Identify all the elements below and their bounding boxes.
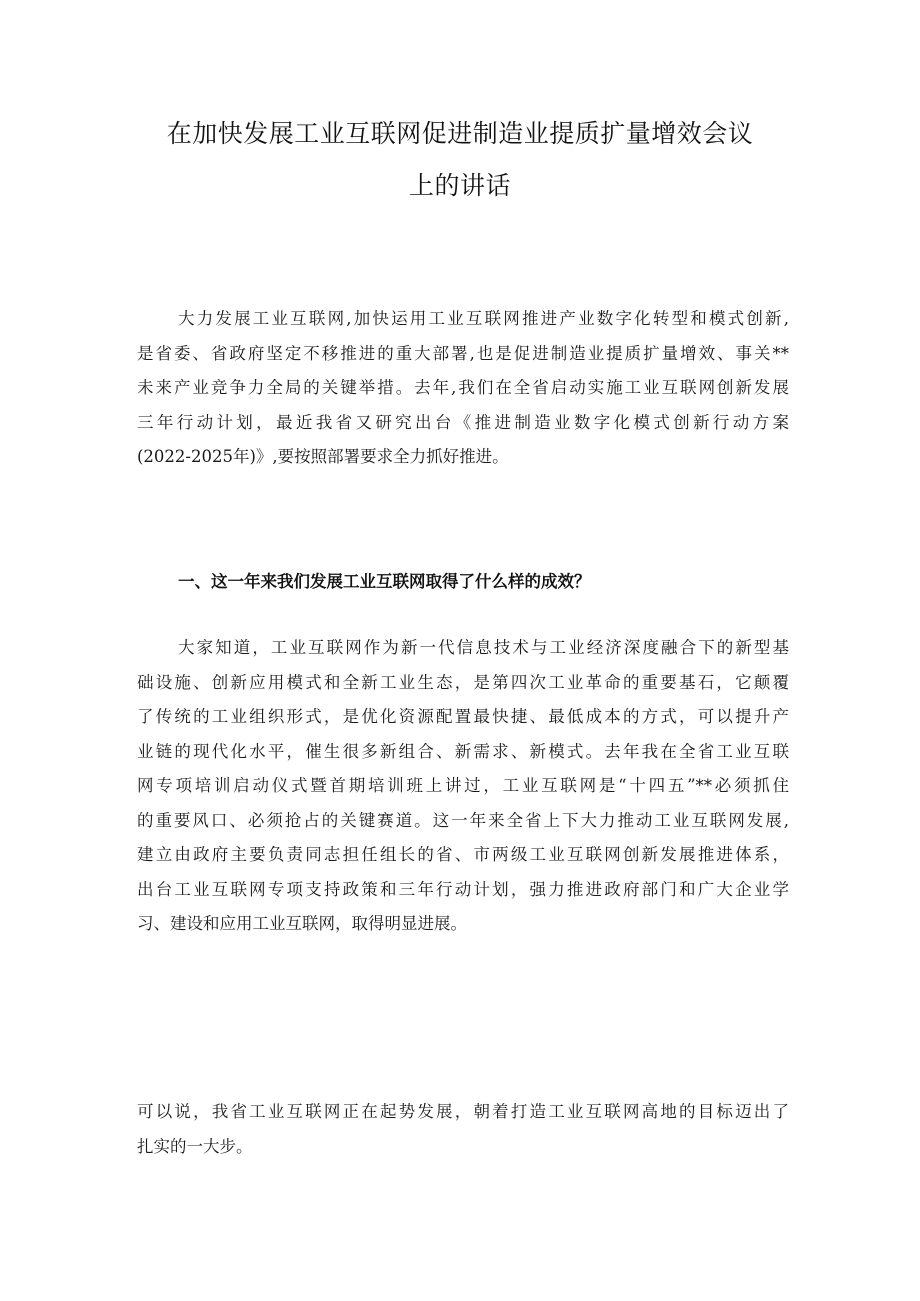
paragraph-2-line: 大家知道，工业互联网作为新一代信息技术与工业经济深度融合下的新型基 [178,638,789,657]
paragraph-2-line: 出台工业互联网专项支持政策和三年行动计划，强力推进政府部门和广大企业学 [137,879,789,899]
paragraph-3-line: 可以说，我省工业互联网正在起势发展，朝着打造工业互联网高地的目标迈出了 [137,1102,789,1121]
paragraph-1-line: 是省委、省政府坚定不移推进的重大部署,也是促进制造业提质扩量增效、事关** [137,343,789,363]
paragraph-2-line: 建立由政府主要负责同志担任组长的省、市两级工业互联网创新发展推进体系， [137,845,789,864]
paragraph-2-line: 础设施、创新应用模式和全新工业生态，是第四次工业革命的重要基石，它颠覆 [137,672,789,692]
paragraph-2-line: 了传统的工业组织形式，是优化资源配置最快捷、最低成本的方式，可以提升产 [137,707,789,726]
paragraph-2-line: 习、建设和应用工业互联网，取得明显进展。 [137,914,467,933]
section-heading-1: 一、这一年来我们发展工业互联网取得了什么样的成效？ [178,572,591,591]
paragraph-3-line: 扎实的一大步。 [137,1136,253,1156]
paragraph-1-line: 大力发展工业互联网,加快运用工业互联网推进产业数字化转型和模式创新, [178,309,789,328]
paragraph-2-line: 的重要风口、必须抢占的关键赛道。这一年来全省上下大力推动工业互联网发展, [137,810,789,830]
paragraph-2-line: 网专项培训启动仪式暨首期培训班上讲过，工业互联网是“十四五”**必须抓住 [137,776,789,795]
paragraph-1 [137,302,789,475]
paragraph-1-line: (2022-2025年)》,要按照部署要求全力抓好推进。 [137,447,509,466]
document-title [120,108,800,212]
paragraph-1-line: 三年行动计划，最近我省又研究出台《推进制造业数字化模式创新行动方案 [137,412,789,432]
paragraph-1-line: 未来产业竞争力全局的关键举措。去年,我们在全省启动实施工业互联网创新发展 [137,378,789,397]
title-line-2: 上的讲话 [408,171,511,200]
paragraph-2-line: 业链的现代化水平，催生很多新组合、新需求、新模式。去年我在全省工业互联 [137,741,789,761]
paragraph-2 [137,631,789,942]
title-line-1: 在加快发展工业互联网促进制造业提质扩量增效会议 [166,119,754,148]
paragraph-3 [137,1095,789,1164]
